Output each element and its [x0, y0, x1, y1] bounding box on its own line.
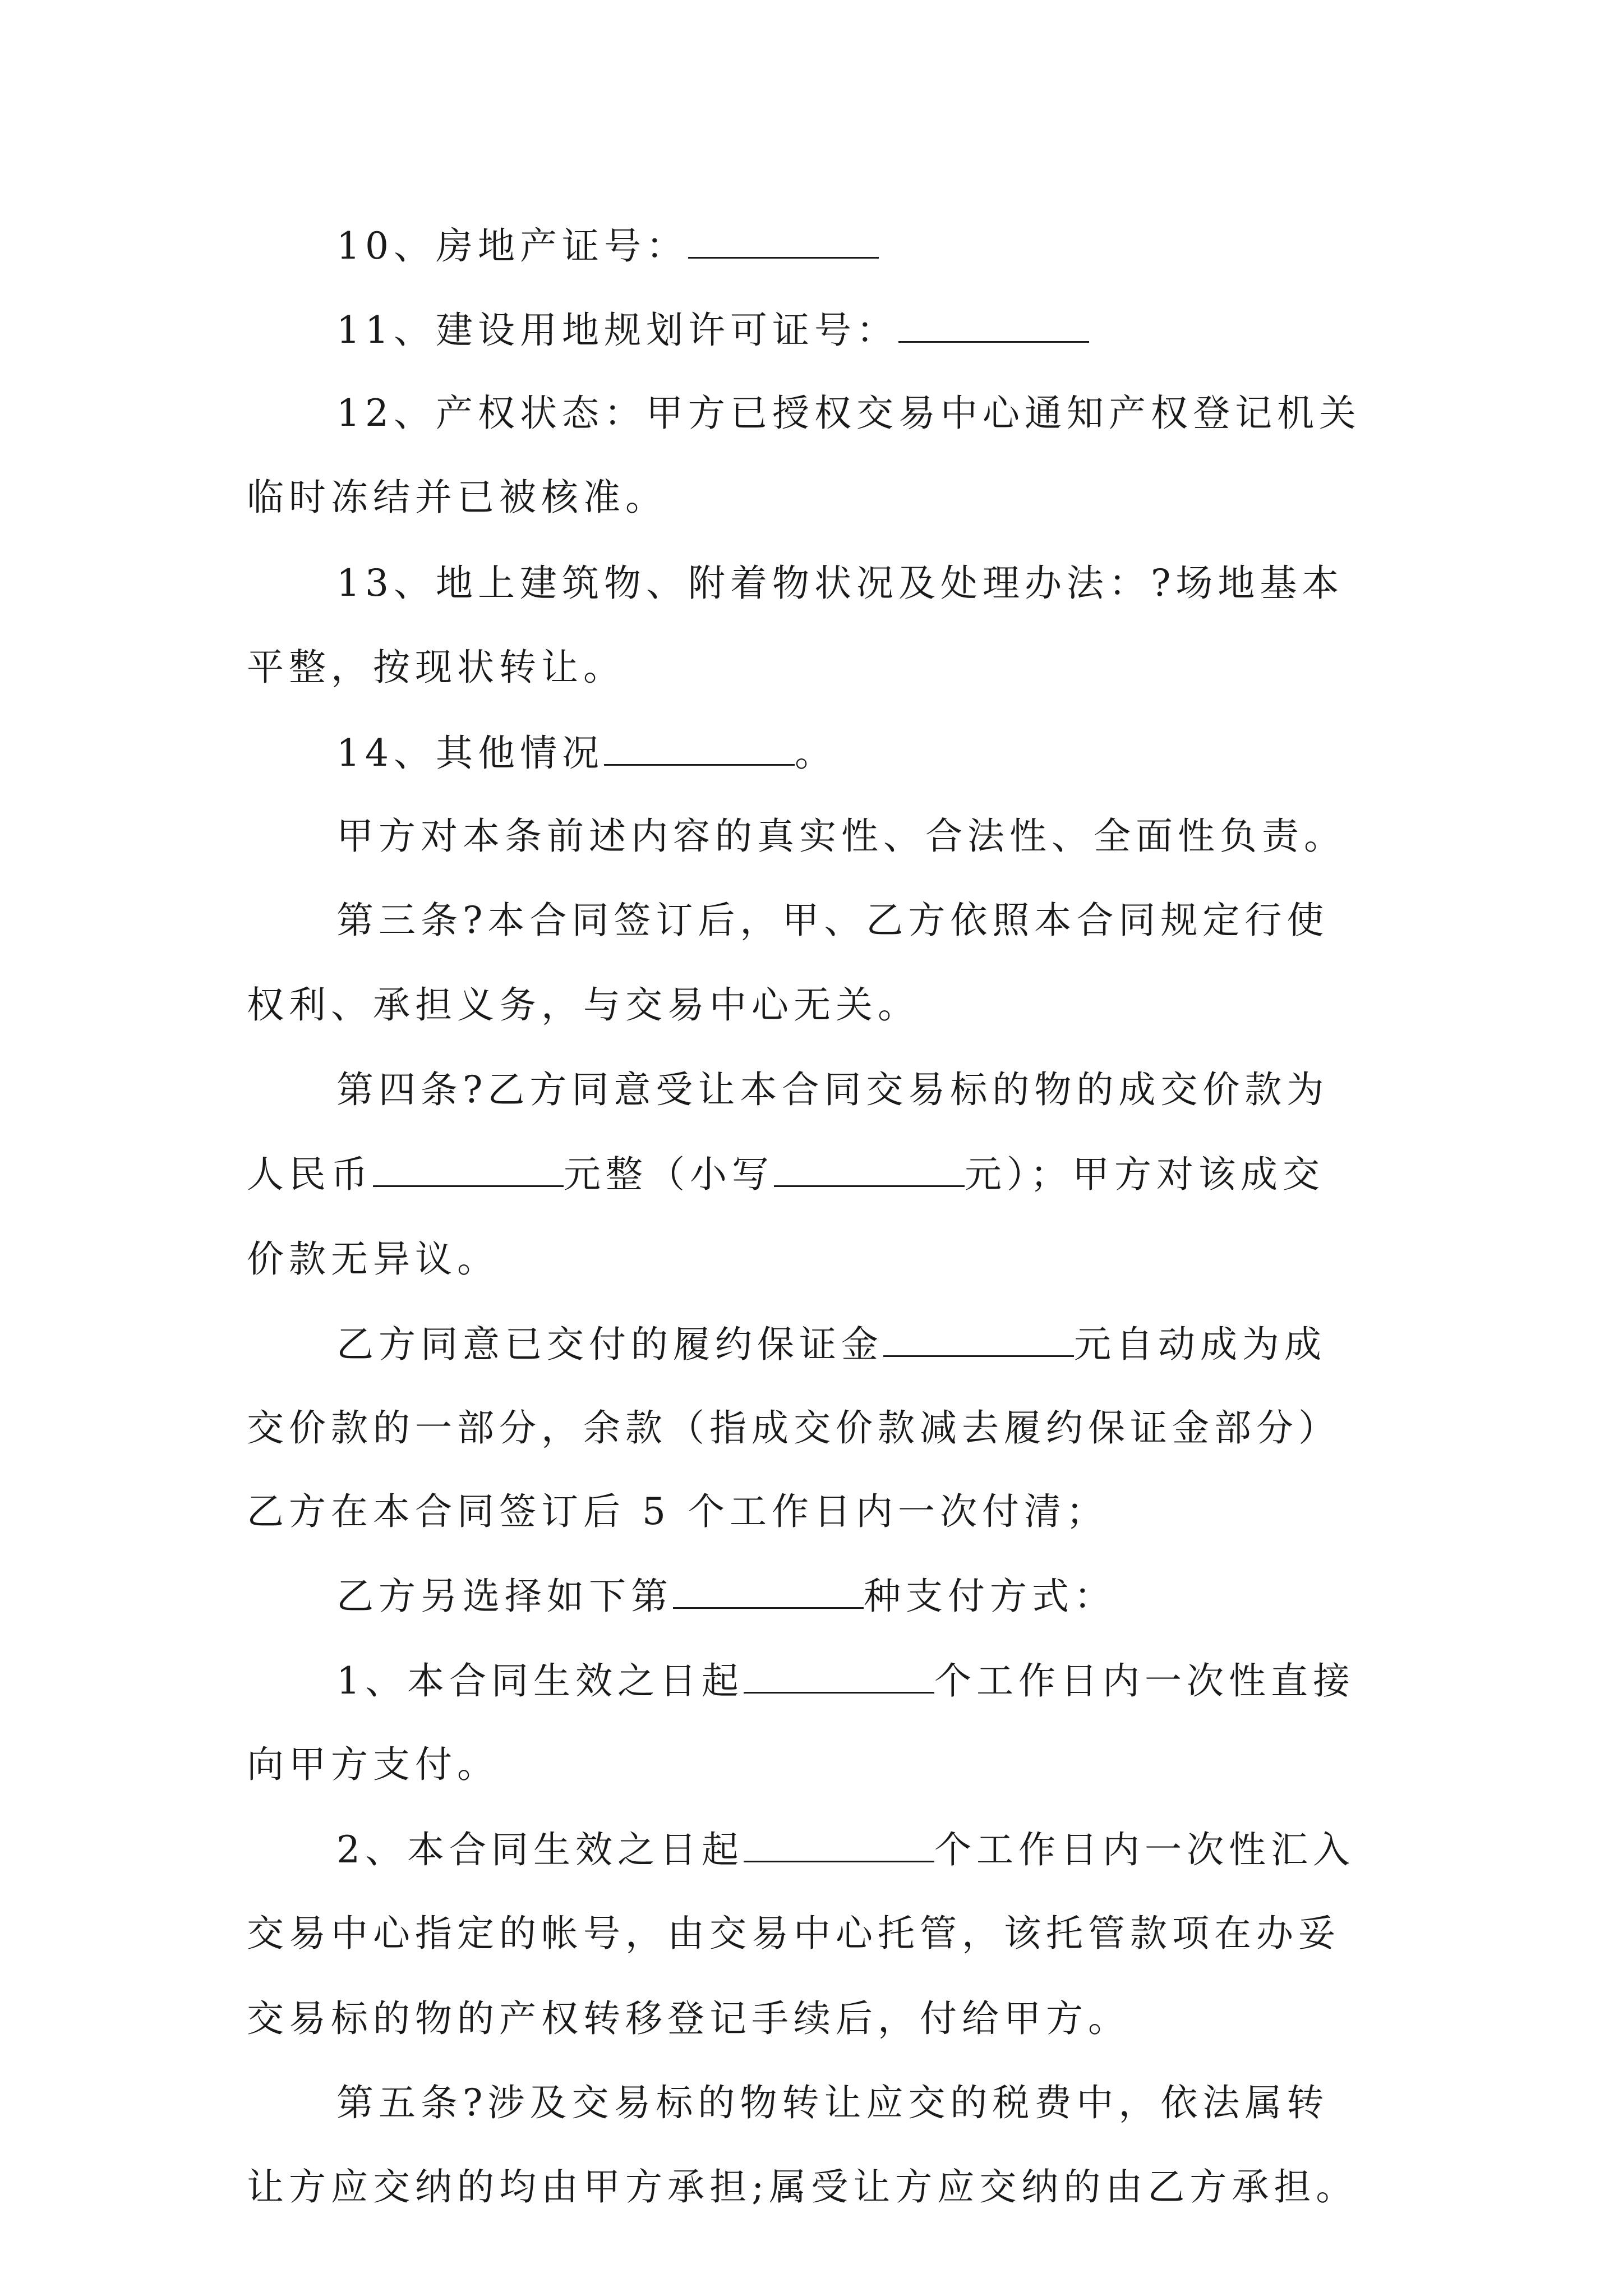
blank-field	[898, 307, 1089, 343]
clause-text: 10、房地产证号：	[336, 224, 688, 268]
clause-text: 。	[794, 731, 837, 775]
article-4	[336, 1068, 1329, 1112]
clause-text: 12、产权状态：甲方已授权交易中心通知产权登记机关	[336, 392, 1361, 435]
payment-option-2-cont2	[247, 1996, 1130, 2041]
clause-text: 向甲方支付。	[247, 1743, 499, 1786]
clause-text: 交易中心指定的帐号，由交易中心托管，该托管款项在办妥	[247, 1912, 1340, 1955]
clause-text: 个工作日内一次性汇入	[934, 1828, 1355, 1871]
clause-text: 甲方对本条前述内容的真实性、合法性、全面性负责。	[336, 815, 1346, 858]
clause-10	[336, 223, 879, 269]
clause-text: 元整（小写	[564, 1153, 774, 1196]
blank-field	[373, 1152, 564, 1187]
clause-text: 元）；甲方对该成交	[965, 1153, 1325, 1196]
blank-field	[744, 1827, 934, 1862]
clause-text: 1、本合同生效之日起	[336, 1659, 744, 1703]
clause-text: 种支付方式：	[864, 1575, 1116, 1618]
clause-text: 第四条?乙方同意受让本合同交易标的物的成交价款为	[336, 1068, 1329, 1111]
clause-text: 乙方在本合同签订后 5 个工作日内一次付清；	[247, 1490, 1108, 1533]
clause-text: 平整，按现状转让。	[247, 646, 625, 689]
clause-text: 乙方另选择如下第	[336, 1575, 673, 1618]
clause-text: 人民币	[247, 1153, 373, 1196]
blank-field	[744, 1658, 934, 1694]
clause-12-cont	[247, 475, 667, 520]
clause-text: 让方应交纳的均由甲方承担;属受让方应交纳的由乙方承担。	[247, 2165, 1358, 2208]
clause-text: 临时冻结并已被核准。	[247, 476, 667, 519]
article-4-cont2	[247, 1237, 499, 1282]
clause-text: 交易标的物的产权转移登记手续后，付给甲方。	[247, 1997, 1130, 2040]
clause-12	[336, 391, 1361, 436]
blank-field	[774, 1152, 965, 1187]
blank-field	[883, 1322, 1074, 1357]
clause-text: 乙方同意已交付的履约保证金	[336, 1323, 883, 1366]
clause-text: 价款无异议。	[247, 1237, 499, 1281]
paragraph-deposit-cont	[247, 1406, 1340, 1451]
article-5	[336, 2081, 1329, 2125]
clause-text: 个工作日内一次性直接	[934, 1659, 1355, 1703]
payment-option-2	[336, 1827, 1355, 1872]
clause-text: 13、地上建筑物、附着物状况及处理办法：?场地基本	[336, 562, 1344, 605]
paragraph-liability	[336, 814, 1346, 859]
paragraph-payment-choice	[336, 1573, 1116, 1619]
clause-13-cont	[247, 645, 625, 690]
clause-text: 元自动成为成	[1074, 1323, 1326, 1366]
clause-text: 11、建设用地规划许可证号：	[336, 309, 898, 352]
article-5-cont	[247, 2165, 1358, 2210]
blank-field	[688, 223, 879, 259]
clause-14	[336, 730, 837, 776]
clause-text: 2、本合同生效之日起	[336, 1828, 744, 1871]
clause-text: 14、其他情况	[336, 731, 604, 775]
payment-option-2-cont	[247, 1911, 1340, 1956]
article-3-cont	[247, 983, 920, 1028]
clause-text: 第五条?涉及交易标的物转让应交的税费中，依法属转	[336, 2081, 1329, 2124]
paragraph-deposit	[336, 1322, 1326, 1367]
clause-text: 权利、承担义务，与交易中心无关。	[247, 983, 920, 1027]
clause-13	[336, 561, 1344, 606]
payment-option-1-cont	[247, 1742, 499, 1787]
clause-11	[336, 307, 1089, 353]
blank-field	[673, 1573, 864, 1609]
blank-field	[604, 730, 795, 766]
payment-option-1	[336, 1658, 1355, 1704]
paragraph-deposit-cont2	[247, 1489, 1108, 1534]
clause-text: 第三条?本合同签订后，甲、乙方依照本合同规定行使	[336, 899, 1329, 942]
article-3	[336, 898, 1329, 943]
clause-text: 交价款的一部分，余款（指成交价款减去履约保证金部分）	[247, 1406, 1340, 1450]
article-4-cont	[247, 1152, 1325, 1197]
